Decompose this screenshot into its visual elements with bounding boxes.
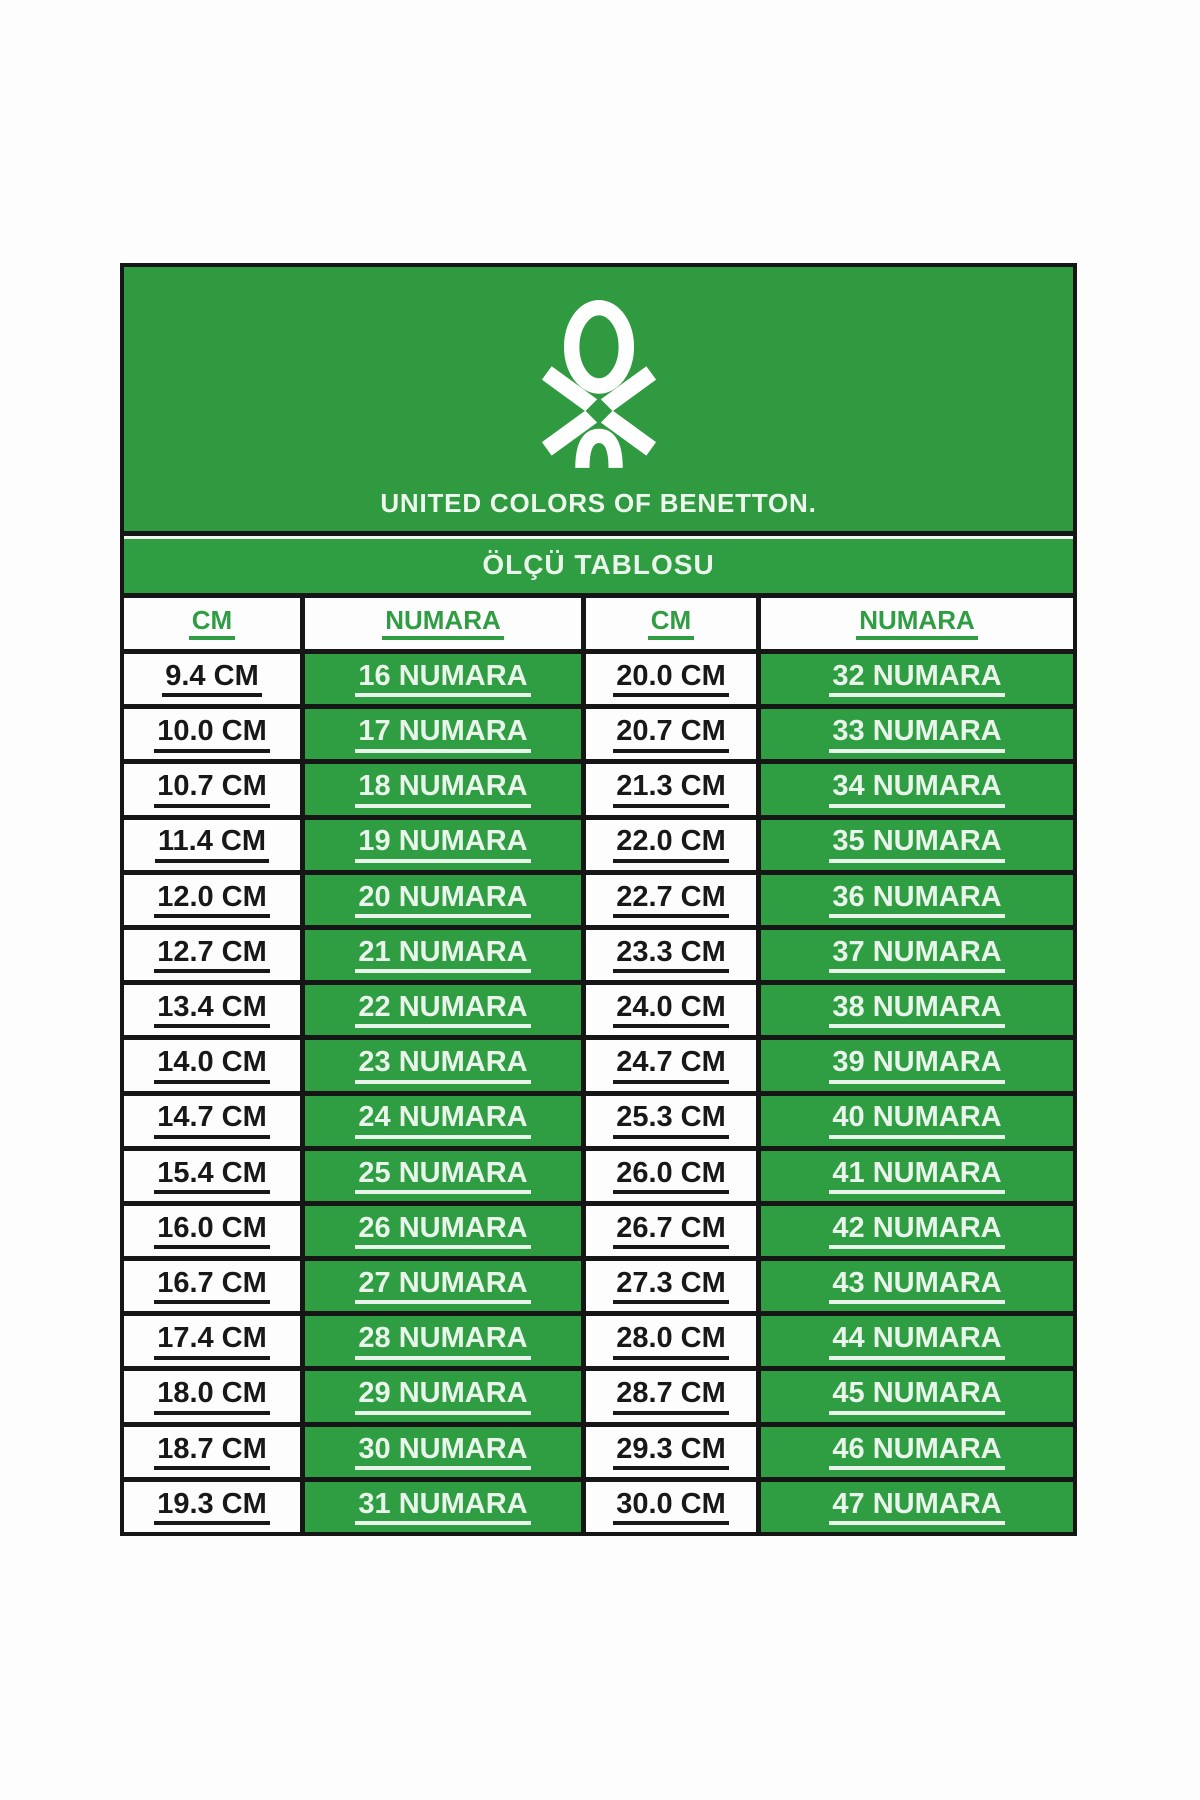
numara-value-cell: 26 NUMARA: [305, 1206, 581, 1256]
cm-value-cell: 15.4 CM: [124, 1151, 300, 1201]
cm-value-cell: 25.3 CM: [586, 1096, 756, 1146]
numara-value-cell: 38 NUMARA: [761, 985, 1073, 1035]
cm-value-cell: 18.0 CM: [124, 1371, 300, 1421]
cm-value-cell: 14.7 CM: [124, 1096, 300, 1146]
numara-value-cell: 17 NUMARA: [305, 709, 581, 759]
cm-value-cell: 24.7 CM: [586, 1040, 756, 1090]
table-title-bar: [124, 536, 1073, 593]
numara-value-cell: 43 NUMARA: [761, 1261, 1073, 1311]
size-chart-table: [120, 263, 1077, 1536]
numara-value-cell: 22 NUMARA: [305, 985, 581, 1035]
cm-value-cell: 28.0 CM: [586, 1316, 756, 1366]
numara-value-cell: 47 NUMARA: [761, 1482, 1073, 1532]
numara-value-cell: 29 NUMARA: [305, 1371, 581, 1421]
numara-value-cell: 25 NUMARA: [305, 1151, 581, 1201]
numara-value-cell: 39 NUMARA: [761, 1040, 1073, 1090]
numara-value-cell: 33 NUMARA: [761, 709, 1073, 759]
numara-value-cell: 24 NUMARA: [305, 1096, 581, 1146]
cm-value-cell: 22.0 CM: [586, 820, 756, 870]
numara-value-cell: 30 NUMARA: [305, 1427, 581, 1477]
cm-value-cell: 23.3 CM: [586, 930, 756, 980]
numara-value-cell: 20 NUMARA: [305, 875, 581, 925]
cm-value-cell: 24.0 CM: [586, 985, 756, 1035]
cm-value-cell: 18.7 CM: [124, 1427, 300, 1477]
cm-value-cell: 17.4 CM: [124, 1316, 300, 1366]
cm-value-cell: 16.0 CM: [124, 1206, 300, 1256]
numara-value-cell: 27 NUMARA: [305, 1261, 581, 1311]
cm-value-cell: 22.7 CM: [586, 875, 756, 925]
cm-value-cell: 14.0 CM: [124, 1040, 300, 1090]
brand-name: UNITED COLORS OF BENETTON.: [380, 488, 817, 518]
numara-value-cell: 34 NUMARA: [761, 764, 1073, 814]
table-title: ÖLÇÜ TABLOSU: [482, 548, 715, 580]
numara-value-cell: 32 NUMARA: [761, 654, 1073, 704]
numara-value-cell: 45 NUMARA: [761, 1371, 1073, 1421]
cm-value-cell: 28.7 CM: [586, 1371, 756, 1421]
column-header-cm-right: CM: [586, 598, 756, 649]
numara-value-cell: 23 NUMARA: [305, 1040, 581, 1090]
numara-value-cell: 46 NUMARA: [761, 1427, 1073, 1477]
cm-value-cell: 12.0 CM: [124, 875, 300, 925]
cm-value-cell: 20.0 CM: [586, 654, 756, 704]
cm-value-cell: 26.0 CM: [586, 1151, 756, 1201]
cm-value-cell: 26.7 CM: [586, 1206, 756, 1256]
cm-value-cell: 29.3 CM: [586, 1427, 756, 1477]
cm-value-cell: 10.0 CM: [124, 709, 300, 759]
column-header-cm-left: CM: [124, 598, 300, 649]
cm-value-cell: 20.7 CM: [586, 709, 756, 759]
numara-value-cell: 35 NUMARA: [761, 820, 1073, 870]
cm-value-cell: 13.4 CM: [124, 985, 300, 1035]
brand-panel: [124, 267, 1073, 531]
numara-value-cell: 19 NUMARA: [305, 820, 581, 870]
numara-value-cell: 21 NUMARA: [305, 930, 581, 980]
numara-value-cell: 36 NUMARA: [761, 875, 1073, 925]
cm-value-cell: 27.3 CM: [586, 1261, 756, 1311]
numara-value-cell: 44 NUMARA: [761, 1316, 1073, 1366]
numara-value-cell: 41 NUMARA: [761, 1151, 1073, 1201]
numara-value-cell: 28 NUMARA: [305, 1316, 581, 1366]
numara-value-cell: 16 NUMARA: [305, 654, 581, 704]
cm-value-cell: 21.3 CM: [586, 764, 756, 814]
numara-value-cell: 31 NUMARA: [305, 1482, 581, 1532]
numara-value-cell: 18 NUMARA: [305, 764, 581, 814]
benetton-knot-icon: [526, 297, 672, 475]
cm-value-cell: 16.7 CM: [124, 1261, 300, 1311]
cm-value-cell: 12.7 CM: [124, 930, 300, 980]
cm-value-cell: 19.3 CM: [124, 1482, 300, 1532]
column-header-numara-left: NUMARA: [305, 598, 581, 649]
column-header-numara-right: NUMARA: [761, 598, 1073, 649]
numara-value-cell: 37 NUMARA: [761, 930, 1073, 980]
cm-value-cell: 30.0 CM: [586, 1482, 756, 1532]
cm-value-cell: 9.4 CM: [124, 654, 300, 704]
numara-value-cell: 42 NUMARA: [761, 1206, 1073, 1256]
cm-value-cell: 11.4 CM: [124, 820, 300, 870]
numara-value-cell: 40 NUMARA: [761, 1096, 1073, 1146]
cm-value-cell: 10.7 CM: [124, 764, 300, 814]
